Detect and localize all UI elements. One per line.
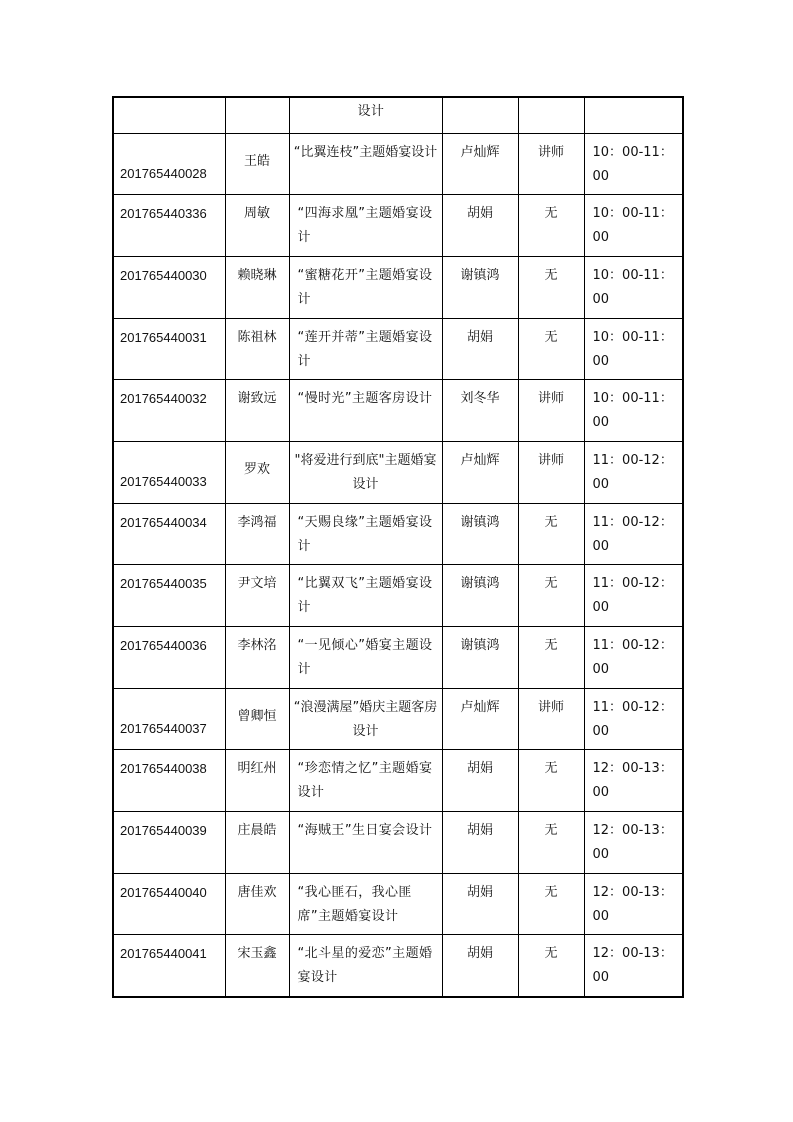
advisor-title-text: 讲师 [537, 144, 564, 160]
topic-text: “莲开并蒂”主题婚宴设计 [297, 329, 433, 369]
student-id-cell [113, 503, 225, 565]
advisor-title-cell [518, 503, 584, 565]
advisor-title-cell [518, 565, 584, 627]
student-id-cell [113, 380, 225, 442]
time-cell [584, 256, 683, 318]
advisor-cell [442, 503, 518, 565]
topic-text: 设计 [357, 104, 385, 119]
advisor-cell [442, 380, 518, 442]
topic-cell [289, 380, 442, 442]
student-id-cell [113, 750, 225, 812]
student-name-cell [225, 97, 289, 133]
advisor-title-text: 无 [544, 884, 558, 900]
time-text: 12：00-13：00 [592, 823, 673, 863]
time-cell [584, 318, 683, 380]
table-body [113, 97, 683, 997]
advisor-title-cell [518, 256, 584, 318]
advisor-title-cell [518, 97, 584, 133]
student-id-text: 201765440032 [120, 391, 207, 407]
student-id-text: 201765440031 [120, 329, 207, 345]
time-cell [584, 935, 683, 997]
time-cell [584, 195, 683, 257]
student-id-text: 201765440037 [120, 720, 207, 736]
topic-text: “珍恋情之忆”主题婚宴设计 [297, 761, 433, 801]
time-cell [584, 812, 683, 874]
topic-cell [289, 873, 442, 935]
topic-cell [289, 812, 442, 874]
advisor-title-cell [518, 812, 584, 874]
advisor-title-text: 讲师 [537, 452, 564, 468]
student-name-text: 王皓 [243, 153, 270, 169]
student-name-cell [225, 873, 289, 935]
student-name-text: 宋玉鑫 [237, 946, 277, 962]
student-name-cell [225, 195, 289, 257]
student-name-cell [225, 380, 289, 442]
advisor-cell [442, 750, 518, 812]
advisor-cell [442, 812, 518, 874]
advisor-cell [442, 133, 518, 195]
topic-cell [289, 688, 442, 750]
student-name-text: 唐佳欢 [237, 884, 277, 900]
advisor-text: 胡娟 [466, 329, 493, 345]
student-id-cell [113, 318, 225, 380]
student-id-cell [113, 97, 225, 133]
advisor-title-cell [518, 441, 584, 503]
student-id-cell [113, 688, 225, 750]
advisor-title-text: 无 [544, 823, 558, 839]
time-cell [584, 380, 683, 442]
student-id-cell [113, 256, 225, 318]
student-id-cell [113, 627, 225, 689]
time-cell [584, 688, 683, 750]
advisor-text: 胡娟 [466, 206, 493, 222]
table-row [113, 441, 683, 503]
topic-text: “我心匪石，我心匪席”主题婚宴设计 [297, 884, 412, 924]
student-name-text: 周敏 [243, 206, 270, 222]
student-name-cell [225, 565, 289, 627]
student-id-text: 201765440040 [120, 884, 207, 900]
student-name-text: 李鸿福 [237, 514, 277, 530]
student-name-cell [225, 688, 289, 750]
advisor-cell [442, 935, 518, 997]
student-id-cell [113, 873, 225, 935]
student-name-text: 陈祖林 [237, 329, 277, 345]
schedule-sheet [112, 96, 682, 998]
topic-text: “比翼连枝”主题婚宴设计 [293, 144, 438, 160]
student-id-text: 201765440336 [120, 206, 207, 222]
student-name-text: 罗欢 [243, 461, 270, 477]
topic-text: “北斗星的爱恋”主题婚宴设计 [297, 946, 433, 986]
advisor-title-cell [518, 627, 584, 689]
student-name-cell [225, 627, 289, 689]
advisor-title-text: 无 [544, 514, 558, 530]
topic-cell [289, 256, 442, 318]
topic-cell [289, 318, 442, 380]
topic-cell [289, 565, 442, 627]
student-name-cell [225, 503, 289, 565]
advisor-title-text: 讲师 [537, 699, 564, 715]
advisor-cell [442, 441, 518, 503]
time-cell [584, 441, 683, 503]
time-text: 11：00-12：00 [592, 576, 673, 616]
advisor-title-cell [518, 688, 584, 750]
advisor-text: 卢灿辉 [460, 144, 500, 160]
advisor-text: 刘冬华 [460, 391, 500, 407]
topic-cell [289, 133, 442, 195]
advisor-text: 谢镇鸿 [460, 267, 500, 283]
topic-text: “一见倾心”婚宴主题设计 [297, 638, 433, 677]
advisor-text: 卢灿辉 [460, 452, 500, 468]
advisor-text: 卢灿辉 [460, 699, 500, 715]
student-name-text: 谢致远 [237, 391, 277, 407]
time-cell [584, 750, 683, 812]
student-id-cell [113, 133, 225, 195]
table-row [113, 812, 683, 874]
advisor-cell [442, 565, 518, 627]
advisor-title-text: 无 [544, 638, 558, 653]
student-name-text: 尹文培 [237, 576, 277, 592]
advisor-text: 胡娟 [466, 823, 493, 839]
student-id-text: 201765440036 [120, 638, 207, 653]
table-row [113, 318, 683, 380]
student-id-text: 201765440028 [120, 165, 207, 181]
advisor-title-text: 无 [544, 267, 558, 283]
student-name-cell [225, 133, 289, 195]
advisor-title-cell [518, 133, 584, 195]
time-text: 11：00-12：00 [592, 452, 673, 492]
advisor-text: 谢镇鸿 [460, 576, 500, 592]
time-cell [584, 133, 683, 195]
topic-cell [289, 935, 442, 997]
table-row [113, 380, 683, 442]
table-row [113, 565, 683, 627]
time-text: 11：00-12：00 [592, 514, 673, 554]
student-name-cell [225, 750, 289, 812]
advisor-title-text: 无 [544, 576, 558, 592]
topic-cell [289, 627, 442, 689]
time-text: 10：00-11：00 [592, 267, 673, 307]
table-row [113, 750, 683, 812]
time-text: 12：00-13：00 [592, 946, 673, 986]
advisor-text: 胡娟 [466, 884, 493, 900]
table-row [113, 873, 683, 935]
advisor-cell [442, 688, 518, 750]
student-name-text: 庄晨皓 [237, 823, 277, 839]
topic-text: “四海求凰”主题婚宴设计 [297, 206, 433, 246]
time-cell [584, 627, 683, 689]
student-id-cell [113, 565, 225, 627]
time-text: 10：00-11：00 [592, 329, 673, 369]
time-text: 10：00-11：00 [592, 144, 673, 184]
student-name-cell [225, 812, 289, 874]
advisor-cell [442, 873, 518, 935]
topic-text: “天赐良缘”主题婚宴设计 [297, 514, 433, 554]
advisor-cell [442, 195, 518, 257]
student-id-cell [113, 935, 225, 997]
student-id-text: 201765440034 [120, 514, 207, 530]
advisor-title-text: 无 [544, 329, 558, 345]
advisor-text: 胡娟 [466, 761, 493, 777]
advisor-cell [442, 97, 518, 133]
advisor-title-text: 讲师 [537, 391, 564, 407]
advisor-title-text: 无 [544, 761, 558, 777]
student-name-cell [225, 935, 289, 997]
student-name-cell [225, 318, 289, 380]
table-row [113, 627, 683, 689]
time-text: 12：00-13：00 [592, 884, 673, 924]
time-cell [584, 873, 683, 935]
topic-cell [289, 503, 442, 565]
student-id-text: 201765440035 [120, 576, 207, 592]
student-id-cell [113, 195, 225, 257]
advisor-cell [442, 627, 518, 689]
time-text: 11：00-12：00 [592, 699, 673, 739]
advisor-text: 谢镇鸿 [460, 514, 500, 530]
table-row [113, 195, 683, 257]
time-text: 12：00-13：00 [592, 761, 673, 801]
student-name-cell [225, 441, 289, 503]
topic-text: “海贼王”生日宴会设计 [297, 823, 433, 839]
time-text: 10：00-11：00 [592, 391, 673, 431]
advisor-title-cell [518, 195, 584, 257]
topic-text: “比翼双飞”主题婚宴设计 [297, 576, 433, 616]
time-cell [584, 97, 683, 133]
topic-text: “蜜糖花开”主题婚宴设计 [297, 267, 433, 307]
student-name-text: 曾卿恒 [237, 708, 277, 724]
table-row [113, 935, 683, 997]
time-text: 11：00-12：00 [592, 638, 673, 677]
advisor-title-text: 无 [544, 206, 558, 222]
table-row [113, 256, 683, 318]
topic-cell [289, 195, 442, 257]
student-id-text: 201765440038 [120, 761, 207, 777]
advisor-text: 胡娟 [466, 946, 493, 962]
table-row [113, 688, 683, 750]
topic-text: “慢时光”主题客房设计 [297, 391, 433, 407]
advisor-cell [442, 256, 518, 318]
advisor-title-cell [518, 318, 584, 380]
student-id-text: 201765440030 [120, 267, 207, 283]
advisor-title-text: 无 [544, 946, 558, 962]
table-row-continued [113, 97, 683, 133]
topic-cell [289, 97, 442, 133]
student-id-cell [113, 441, 225, 503]
advisor-title-cell [518, 750, 584, 812]
student-id-text: 201765440039 [120, 823, 207, 839]
topic-cell [289, 750, 442, 812]
topic-text: "将爱进行到底"主题婚宴设计 [294, 452, 437, 492]
student-name-cell [225, 256, 289, 318]
time-text: 10：00-11：00 [592, 206, 673, 246]
advisor-title-cell [518, 380, 584, 442]
student-id-text: 201765440041 [120, 946, 207, 962]
student-id-text: 201765440033 [120, 473, 207, 489]
table-row [113, 133, 683, 195]
topic-cell [289, 441, 442, 503]
advisor-cell [442, 318, 518, 380]
topic-text: “浪漫满屋”婚庆主题客房设计 [293, 699, 438, 739]
student-name-text: 明红州 [237, 761, 277, 777]
table-row [113, 503, 683, 565]
defense-schedule-table [112, 96, 684, 998]
student-name-text: 李林洺 [237, 638, 277, 653]
student-name-text: 赖晓琳 [237, 267, 277, 283]
advisor-title-cell [518, 935, 584, 997]
time-cell [584, 565, 683, 627]
student-id-cell [113, 812, 225, 874]
advisor-title-cell [518, 873, 584, 935]
advisor-text: 谢镇鸿 [460, 638, 500, 653]
time-cell [584, 503, 683, 565]
